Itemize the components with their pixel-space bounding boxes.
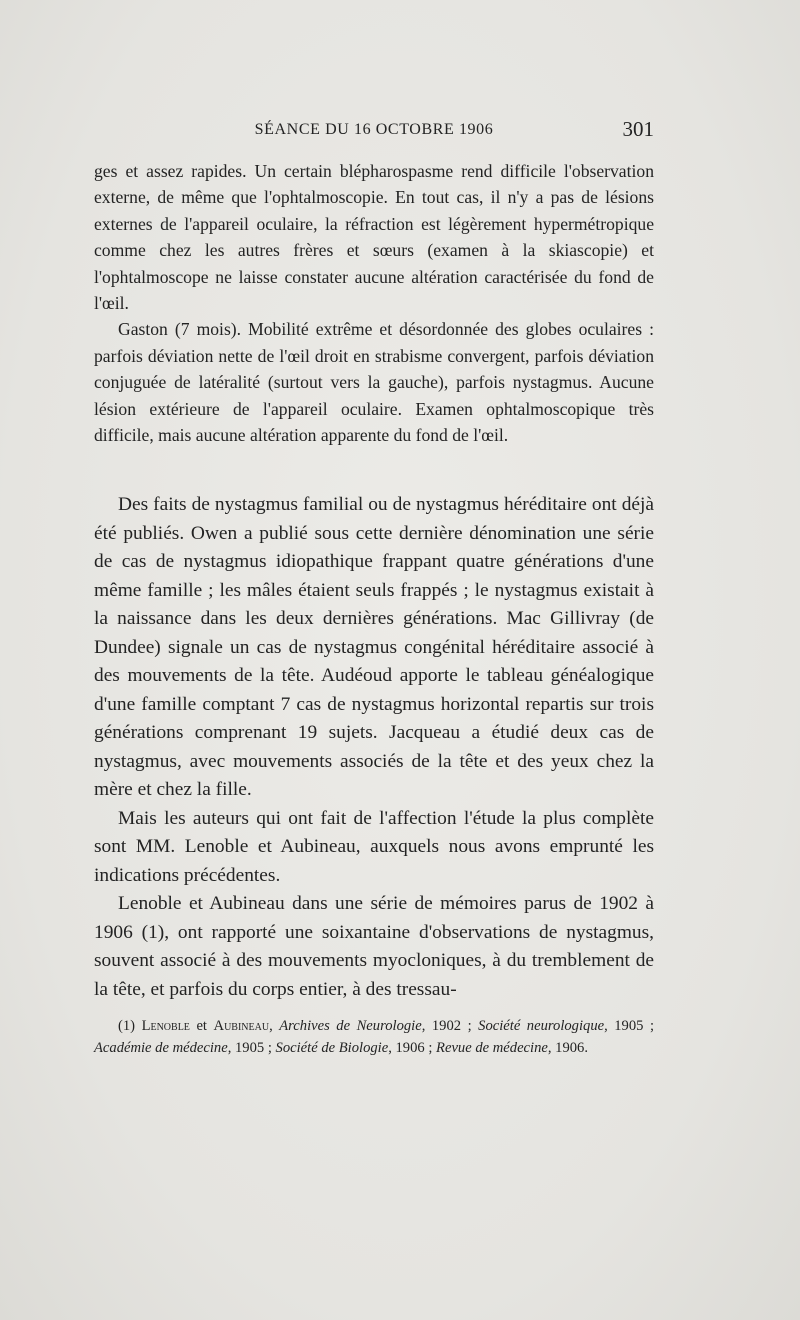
footnote-1 <box>94 1016 654 1059</box>
footnote-marker: (1) <box>118 1018 136 1034</box>
footnote-ref-3: Académie de médecine <box>94 1039 228 1056</box>
paragraph-prior-cases: Des faits de nystagmus familial ou de nystagmus héréditaire ont déjà été publiés. Owen a publié sous cette dernière dénomination une série de cas de nystagmus idiopathique frappant quatre générations d'une même famille ; les mâles étaient seuls frappés ; le nystagmus existait à la naissance dans les deux dernières générations. Mac Gillivray (de Dundee) signale un cas de nystagmus congénital héréditaire associé à des mouvements de la tête. Audéoud apporte le tableau généalogique d'une famille comptant 7 cas de nystagmus horizontal repartis sur trois générations comprenant 19 sujets. Jacqueau a étudié deux cas de nystagmus, avec mouvements associés de la tête et des yeux chez la mère et chez la fille. <box>94 494 654 800</box>
footnote-year-5: , 1906. <box>547 1039 588 1056</box>
footnote-ref-1: Archives de Neurologie <box>279 1018 422 1034</box>
footnote-ref-4: Société de Biologie <box>275 1039 389 1056</box>
paragraph-continued: ges et assez rapides. Un certain blépharospasme rend difficile l'observation externe, de même que l'ophtalmoscopie. En tout cas, il n'y a pas de lésions externes de l'appareil oculaire, la réfraction est légèrement hypermétropique comme chez les autres frères et sœurs (examen à la skiascopie) et l'ophtalmoscope ne laisse constater aucune altération caractérisée du fond de l'œil. <box>94 161 654 314</box>
footnote-author-2: Aubineau <box>213 1018 270 1034</box>
footnote-year-3: , 1905 ; <box>227 1039 276 1056</box>
page-header <box>94 119 654 145</box>
section-observations <box>94 158 654 448</box>
footnote-author-1: Lenoble <box>141 1018 190 1034</box>
footnote-ref-2: Société neurologique <box>478 1018 605 1034</box>
footnote-separator: , <box>269 1018 280 1034</box>
paragraph-gaston: Gaston (7 mois). Mobilité extrême et désordonnée des globes oculaires : parfois déviation nette de l'œil droit en strabisme convergent, parfois déviation conjuguée de latéralité (surtout vers la gauche), parfois nystagmus. Aucune lésion extérieure de l'appareil oculaire. Examen ophtalmoscopique très difficile, mais aucune altération apparente du fond de l'œil. <box>94 319 654 446</box>
footnote-year-1: , 1902 ; <box>421 1018 479 1034</box>
footnote-ref-5: Revue de médecine <box>436 1039 548 1056</box>
footnote-conjunction: et <box>196 1018 207 1034</box>
section-discussion <box>94 491 654 1004</box>
running-head: SÉANCE DU 16 OCTOBRE 1906 <box>254 121 494 138</box>
paragraph-authors: Mais les auteurs qui ont fait de l'affection l'étude la plus complète sont MM. Lenoble et Aubineau, auxquels nous avons emprunté les indications précédentes. <box>94 807 654 886</box>
footnote-year-4: , 1906 ; <box>388 1039 437 1056</box>
page-number: 301 <box>622 117 654 141</box>
footnotes <box>94 1016 654 1059</box>
footnote-year-2: , 1905 ; <box>604 1018 655 1034</box>
paragraph-lenoble-aubineau: Lenoble et Aubineau dans une série de mémoires parus de 1902 à 1906 (1), ont rapporté une soixantaine d'observations de nystagmus, souvent associé à des mouvements myocloniques, à du tremblement de la tête, et parfois du corps entier, à des tressau- <box>94 893 654 1000</box>
